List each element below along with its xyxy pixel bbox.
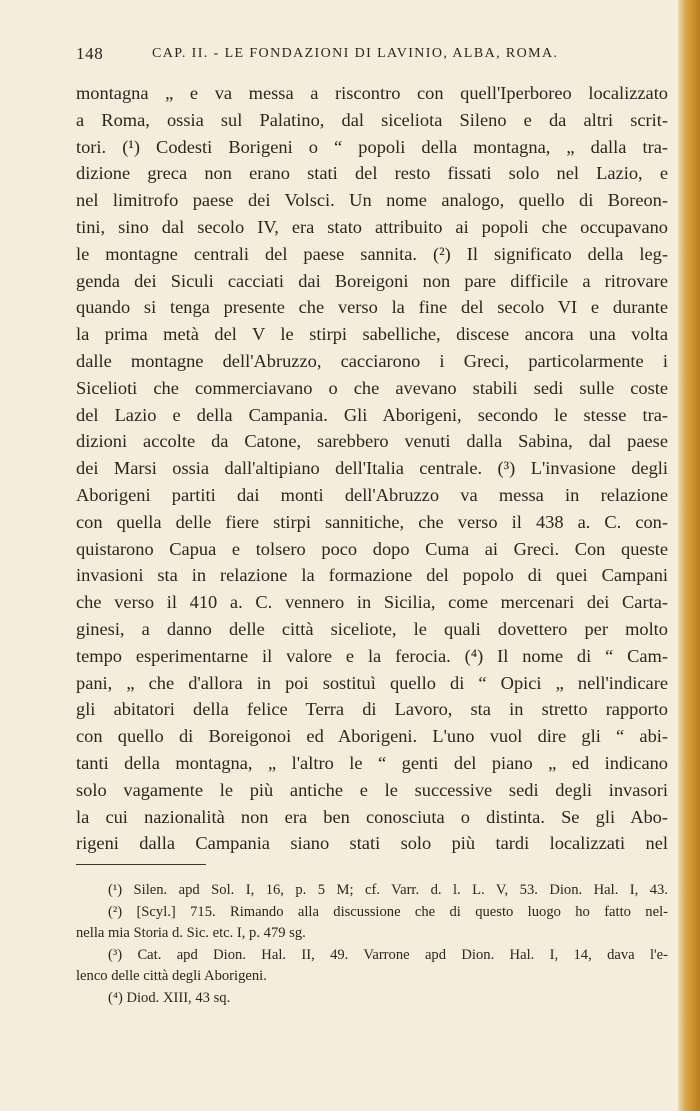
text-line: tini, sino dal secolo IV, era stato attribuito ai popoli che occupavano bbox=[76, 216, 668, 237]
footnote: (³) Cat. apd Dion. Hal. II, 49. Varrone apd Dion. Hal. I, 14, dava l'e- bbox=[108, 946, 668, 963]
text-line: quistarono Capua e tolsero poco dopo Cuma ai Greci. Con queste bbox=[76, 538, 668, 559]
text-line: gli abitatori della felice Terra di Lavoro, sta in stretto rapporto bbox=[76, 699, 668, 720]
text-line: Sicelioti che commerciavano o che avevano stabili sedi sulle coste bbox=[76, 377, 668, 398]
text-line: a Roma, ossia sul Palatino, dal siceliota Sileno e da altri scrit- bbox=[76, 109, 668, 130]
page-edge bbox=[678, 0, 700, 1111]
main-text bbox=[76, 80, 668, 857]
footnote-divider bbox=[76, 864, 206, 865]
text-line: solo vagamente le più antiche e le successive sedi degli invasori bbox=[76, 779, 668, 800]
text-line: tempo esperimentarne il valore e la ferocia. (⁴) Il nome di “ Cam- bbox=[76, 645, 668, 666]
text-line: la prima metà del V le stirpi sabelliche, discese ancora una volta bbox=[76, 324, 668, 345]
page-number: 148 bbox=[76, 44, 104, 63]
text-line: che verso il 410 a. C. vennero in Sicilia, come mercenari dei Carta- bbox=[76, 592, 668, 613]
text-line: genda dei Siculi cacciati dai Boreigoni non pare difficile a ritrovare bbox=[76, 270, 668, 291]
text-line: Aborigeni partiti dai monti dell'Abruzzo va messa in relazione bbox=[76, 484, 668, 505]
text-line: quando si tenga presente che verso la fine del secolo VI e durante bbox=[76, 297, 668, 318]
text-line: pani, „ che d'allora in poi sostituì quello di “ Opici „ nell'indicare bbox=[76, 672, 668, 693]
footnote: (¹) Silen. apd Sol. I, 16, p. 5 M; cf. Varr. d. l. L. V, 53. Dion. Hal. I, 43. bbox=[108, 882, 668, 898]
footnotes bbox=[76, 880, 668, 1009]
text-line: montagna „ e va messa a riscontro con quell'Iperboreo localizzato bbox=[76, 83, 668, 103]
text-line: la cui nazionalità non era ben conosciuta o distinta. Se gli Abo- bbox=[76, 806, 668, 827]
text-line: rigeni dalla Campania siano stati solo più tardi localizzati nel bbox=[76, 833, 668, 854]
text-line: dei Marsi ossia dall'altipiano dell'Italia centrale. (³) L'invasione degli bbox=[76, 458, 668, 479]
text-line: del Lazio e della Campania. Gli Aborigeni, secondo le stesse tra- bbox=[76, 404, 668, 425]
footnote: (⁴) Diod. XIII, 43 sq. bbox=[108, 989, 231, 1006]
text-line: dizione greca non erano stati del resto fissati solo nel Lazio, e bbox=[76, 163, 668, 184]
footnote-continuation: lenco delle città degli Aborigeni. bbox=[76, 968, 267, 984]
text-line: tori. (¹) Codesti Borigeni o “ popoli della montagna, „ dalla tra- bbox=[76, 136, 668, 157]
text-line: ginesi, a danno delle città siceliote, le quali dovettero per molto bbox=[76, 618, 668, 639]
footnote-continuation: nella mia Storia d. Sic. etc. I, p. 479 sg. bbox=[76, 925, 306, 941]
running-header bbox=[76, 40, 668, 68]
text-line: dizioni accolte da Catone, sarebbero venuti dalla Sabina, dal paese bbox=[76, 431, 668, 452]
text-line: nel limitrofo paese dei Volsci. Un nome analogo, quello di Boreon- bbox=[76, 190, 668, 211]
text-line: dalle montagne dell'Abruzzo, cacciarono i Greci, particolarmente i bbox=[76, 350, 668, 371]
text-line: le montagne centrali del paese sannita. (²) Il significato della leg- bbox=[76, 243, 668, 264]
running-title: CAP. II. - LE FONDAZIONI DI LAVINIO, ALBA, ROMA. bbox=[152, 46, 559, 61]
text-line: con quello di Boreigonoi ed Aborigeni. L'uno vuol dire gli “ abi- bbox=[76, 726, 668, 747]
text-line: con quella delle fiere stirpi sannitiche, che verso il 438 a. C. con- bbox=[76, 511, 668, 532]
text-line: tanti della montagna, „ l'altro le “ genti del piano „ ed indicano bbox=[76, 752, 668, 773]
text-line: invasioni sta in relazione la formazione del popolo di quei Campani bbox=[76, 565, 668, 586]
footnote: (²) [Scyl.] 715. Rimando alla discussione che di questo luogo ho fatto nel- bbox=[108, 903, 668, 920]
